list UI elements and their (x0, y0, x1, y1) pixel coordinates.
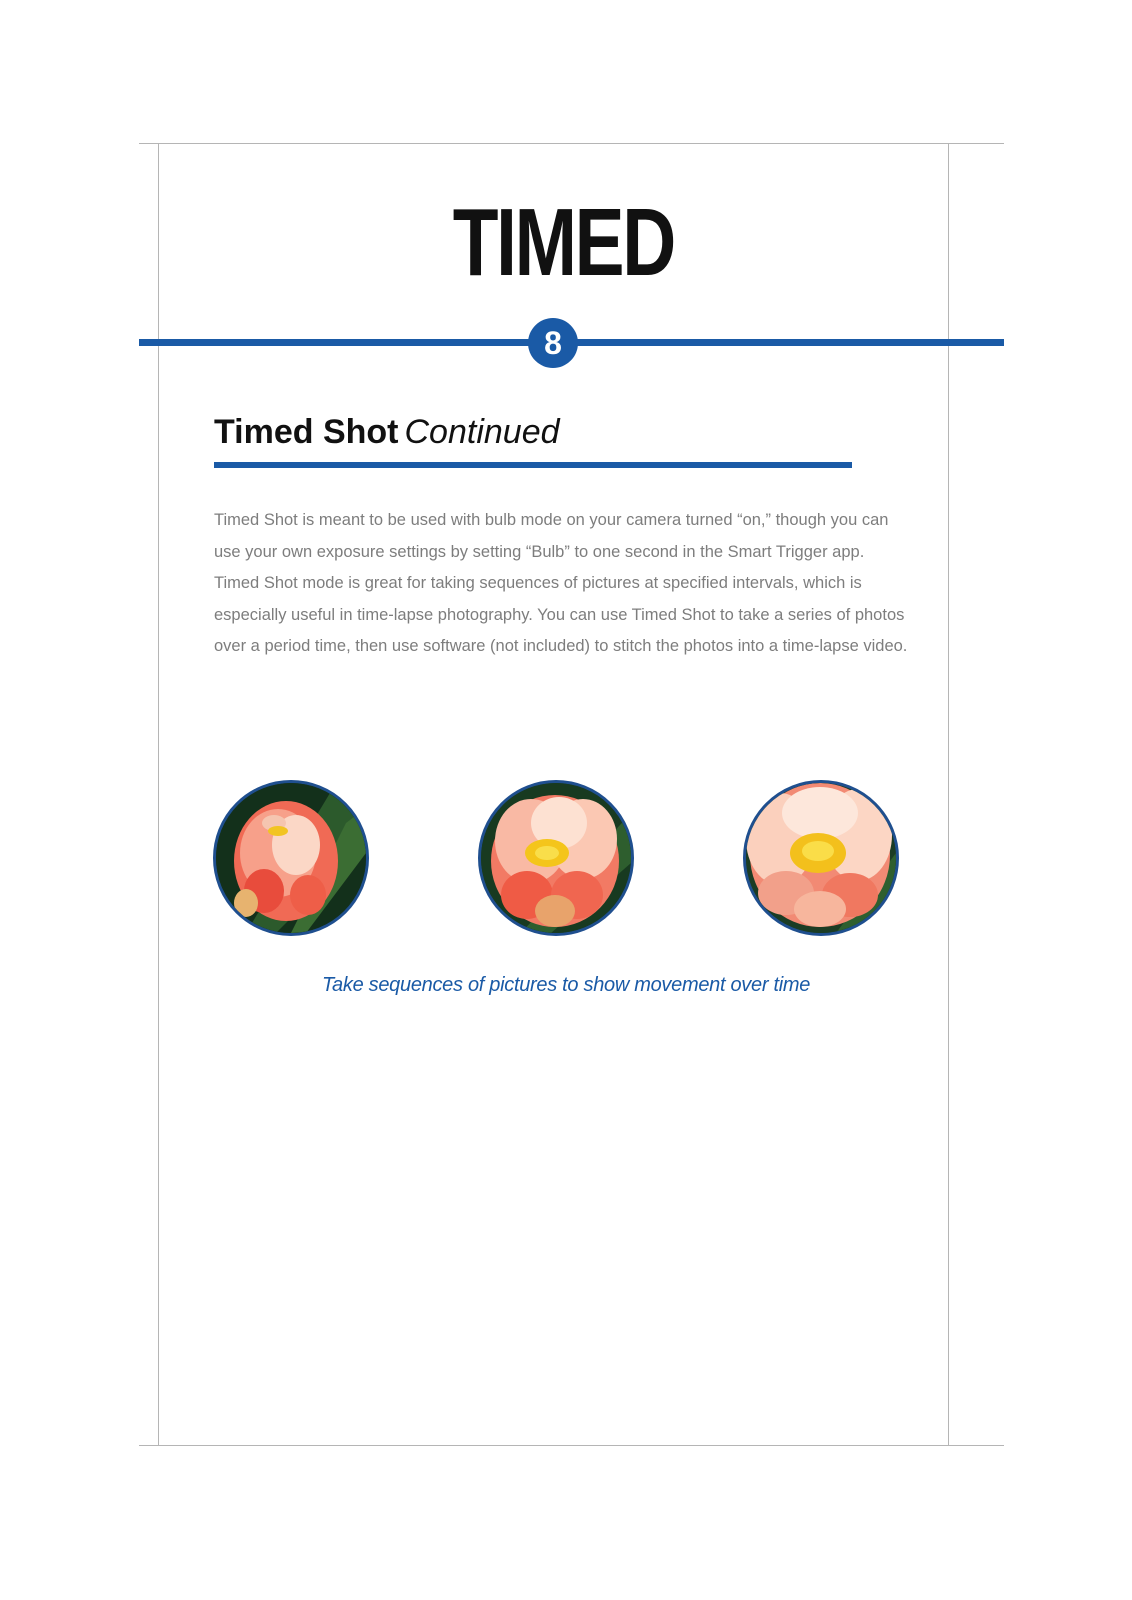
body-paragraph: Timed Shot is meant to be used with bulb mode on your camera turned “on,” though you can use your own exposure settings by setting “Bulb” to one second in the Smart Trigger app. (214, 511, 889, 561)
section-underline (214, 462, 852, 468)
section-heading-continued: Continued (404, 413, 560, 451)
flower-open-photo (743, 780, 899, 936)
figure-caption: Take sequences of pictures to show movement over time (321, 974, 811, 996)
chapter-number-badge: 8 (528, 318, 578, 368)
section-heading (214, 412, 560, 452)
body-paragraph: Timed Shot mode is great for taking sequences of pictures at specified intervals, which is especially useful in time-lapse photography. You can use Timed Shot to take a series of photos over a period time, then use software (not included) to stitch the photos into a time-lapse video. (214, 574, 908, 655)
trim-line-bottom (139, 1445, 1004, 1446)
trim-line-top (139, 143, 1004, 144)
section-heading-main: Timed Shot (214, 413, 399, 451)
flower-bud-photo (213, 780, 369, 936)
body-text (214, 505, 914, 663)
page-title: TIMED (452, 189, 674, 296)
flower-opening-photo (478, 780, 634, 936)
